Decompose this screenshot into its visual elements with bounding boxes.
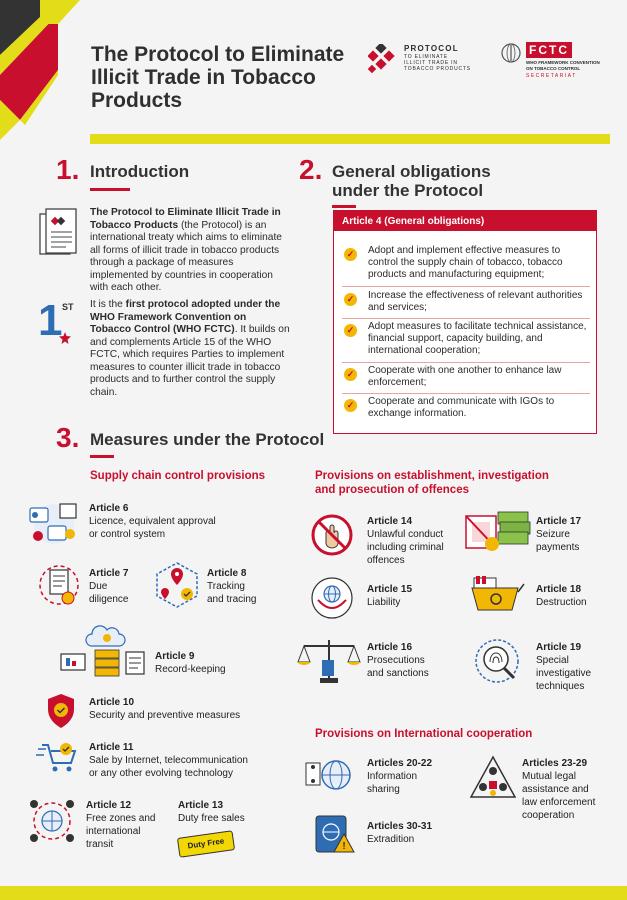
due-diligence-icon bbox=[36, 560, 82, 610]
article-9-title: Article 9 bbox=[155, 651, 195, 662]
articles-30-31-title: Articles 30-31 bbox=[367, 821, 433, 832]
star-icon bbox=[59, 332, 71, 344]
intro-p1-rest: (the Protocol) is an international treaty which aims to eliminate all forms of illicit trade in tobacco products through a package of measures implemented by countries in cooperation with each other. bbox=[90, 219, 282, 293]
fingerprint-icon bbox=[472, 636, 522, 686]
protocol-logo-word: PROTOCOL bbox=[404, 44, 459, 53]
footer-bar bbox=[0, 886, 627, 900]
protocol-logo-icon bbox=[368, 44, 398, 76]
articles-23-29-desc-1: Mutual legal bbox=[522, 771, 576, 782]
section-3-number: 3. bbox=[56, 422, 80, 453]
section-2-title-line1: General obligations bbox=[332, 162, 491, 181]
article-11-desc-2: or any other evolving technology bbox=[89, 768, 233, 779]
first-badge-suffix: ST bbox=[62, 302, 74, 312]
check-icon: ✓ bbox=[344, 293, 357, 306]
licence-icon bbox=[24, 500, 82, 546]
article-15-desc-1: Liability bbox=[367, 597, 401, 608]
article-16-desc-1: Prosecutions bbox=[367, 655, 425, 666]
protocol-logo bbox=[368, 44, 488, 84]
header-divider bbox=[90, 134, 610, 144]
articles-20-22-desc-1: Information bbox=[367, 771, 418, 782]
section-1-number: 1. bbox=[56, 154, 80, 185]
articles-20-22-desc-2: sharing bbox=[367, 784, 400, 795]
articles-23-29-desc-2: assistance and bbox=[522, 784, 589, 795]
articles-23-29-title: Articles 23-29 bbox=[522, 758, 588, 769]
document-icon bbox=[38, 208, 82, 264]
shopping-cart-icon bbox=[36, 741, 80, 775]
legal-assistance-icon bbox=[468, 755, 518, 801]
article-19-desc-1: Special bbox=[536, 655, 569, 666]
obligation-item-1: Adopt and implement effective measures to control the supply chain of tobacco, tobacco products and manufacturing equipment; bbox=[368, 245, 563, 281]
article-14-desc-3: offences bbox=[367, 555, 405, 566]
article-7-desc-1: Due bbox=[89, 581, 108, 592]
articles-20-22-title: Articles 20-22 bbox=[367, 758, 433, 769]
article-12-desc-3: transit bbox=[86, 839, 114, 850]
fctc-logo bbox=[500, 42, 610, 82]
shield-icon bbox=[44, 692, 78, 730]
article-4-header: Article 4 (General obligations) bbox=[334, 211, 596, 231]
divider bbox=[342, 362, 590, 363]
offences-header-line2: and prosecution of offences bbox=[315, 484, 469, 496]
article-4-box bbox=[333, 210, 597, 434]
article-18-desc-1: Destruction bbox=[536, 597, 587, 608]
article-19-desc-2: investigative bbox=[536, 668, 592, 679]
article-6-desc-1: Licence, equivalent approval bbox=[89, 516, 216, 527]
article-13-title: Article 13 bbox=[178, 800, 224, 811]
obligation-item-3: Adopt measures to facilitate technical assistance, financial support, capacity building, and international cooperation; bbox=[368, 321, 587, 357]
globe-hands-icon bbox=[310, 576, 354, 620]
article-15-title: Article 15 bbox=[367, 584, 413, 595]
article-14-desc-2: including criminal bbox=[367, 542, 444, 553]
destruction-icon bbox=[470, 572, 526, 616]
divider bbox=[342, 286, 590, 287]
intro-paragraph-1 bbox=[90, 207, 290, 295]
information-sharing-icon bbox=[302, 753, 358, 795]
international-cooperation-header: Provisions on International cooperation bbox=[315, 728, 533, 740]
corner-stripe bbox=[40, 0, 80, 24]
obligation-item-4: Cooperate with one another to enhance law enforcement; bbox=[368, 365, 562, 389]
intro-p2-rest: . It builds on and complements Article 15 of the WHO FCTC, which requires Parties to implement measures to counter illicit trade in tobacco products and to further control the supply chain. bbox=[90, 324, 290, 398]
divider bbox=[342, 318, 590, 319]
section-1-underline bbox=[90, 188, 130, 191]
fctc-word: FCTC bbox=[526, 42, 572, 58]
article-17-title: Article 17 bbox=[536, 516, 582, 527]
protocol-logo-line3: TOBACCO PRODUCTS bbox=[404, 66, 471, 72]
intro-paragraph-2 bbox=[90, 299, 290, 399]
section-3-underline bbox=[90, 455, 114, 458]
protocol-logo-line2: ILLICIT TRADE IN bbox=[404, 60, 458, 66]
record-keeping-icon bbox=[58, 618, 150, 680]
obligation-item-5: Cooperate and communicate with IGOs to exchange information. bbox=[368, 396, 555, 420]
article-10-title: Article 10 bbox=[89, 697, 135, 708]
protocol-logo-line1: TO ELIMINATE bbox=[404, 54, 448, 60]
article-17-desc-1: Seizure bbox=[536, 529, 570, 540]
first-badge-number: 1 bbox=[38, 296, 63, 345]
intro-p2-a: It is the bbox=[90, 299, 126, 310]
section-1-title: Introduction bbox=[90, 162, 190, 181]
check-icon: ✓ bbox=[344, 324, 357, 337]
divider bbox=[342, 393, 590, 394]
article-12-desc-1: Free zones and bbox=[86, 813, 156, 824]
first-protocol-badge bbox=[34, 298, 80, 348]
article-19-desc-3: techniques bbox=[536, 681, 585, 692]
article-16-title: Article 16 bbox=[367, 642, 413, 653]
article-7-desc-2: diligence bbox=[89, 594, 129, 605]
article-8-desc-1: Tracking bbox=[207, 581, 245, 592]
scales-of-justice-icon bbox=[296, 636, 362, 686]
articles-23-29-desc-4: cooperation bbox=[522, 810, 575, 821]
seizure-money-icon bbox=[462, 508, 534, 554]
article-8-title: Article 8 bbox=[207, 568, 247, 579]
article-12-title: Article 12 bbox=[86, 800, 132, 811]
article-7-title: Article 7 bbox=[89, 568, 129, 579]
article-17-desc-2: payments bbox=[536, 542, 580, 553]
section-2-title-line2: under the Protocol bbox=[332, 181, 484, 200]
prohibited-hand-icon bbox=[310, 513, 354, 557]
article-10-desc-1: Security and preventive measures bbox=[89, 710, 241, 721]
supply-chain-header: Supply chain control provisions bbox=[90, 470, 266, 482]
article-16-desc-2: and sanctions bbox=[367, 668, 429, 679]
article-14-desc-1: Unlawful conduct bbox=[367, 529, 444, 540]
article-11-desc-1: Sale by Internet, telecommunication bbox=[89, 755, 248, 766]
article-6-title: Article 6 bbox=[89, 503, 129, 514]
fctc-line1: WHO FRAMEWORK CONVENTION bbox=[526, 60, 600, 65]
free-zones-icon bbox=[26, 796, 78, 846]
who-emblem-icon bbox=[500, 42, 522, 64]
obligation-item-2: Increase the effectiveness of relevant authorities and services; bbox=[368, 290, 583, 314]
check-icon: ✓ bbox=[344, 399, 357, 412]
duty-free-tag-label: Duty Free bbox=[187, 836, 225, 851]
article-14-title: Article 14 bbox=[367, 516, 413, 527]
intro-p2-bold: first protocol adopted under the WHO Framework Convention on Tobacco Control (WHO FCTC) bbox=[90, 299, 281, 335]
article-18-title: Article 18 bbox=[536, 584, 582, 595]
articles-23-29-desc-3: law enforcement bbox=[522, 797, 596, 808]
section-2-underline bbox=[332, 205, 356, 208]
article-9-desc-1: Record-keeping bbox=[155, 664, 226, 675]
article-6-desc-2: or control system bbox=[89, 529, 166, 540]
intro-p1-bold: The Protocol to Eliminate Illicit Trade in Tobacco Products bbox=[90, 207, 281, 231]
article-19-title: Article 19 bbox=[536, 642, 582, 653]
articles-30-31-desc-1: Extradition bbox=[367, 834, 415, 845]
tracking-icon bbox=[151, 560, 203, 610]
article-13-desc-1: Duty free sales bbox=[178, 813, 245, 824]
page-title: The Protocol to Eliminate Illicit Trade in Tobacco Products bbox=[91, 43, 345, 112]
fctc-line2: ON TOBACCO CONTROL bbox=[526, 66, 581, 71]
article-8-desc-2: and tracing bbox=[207, 594, 257, 605]
svg-text:!: ! bbox=[342, 841, 346, 852]
check-icon: ✓ bbox=[344, 368, 357, 381]
check-icon: ✓ bbox=[344, 248, 357, 261]
section-2-number: 2. bbox=[299, 154, 323, 185]
article-12-desc-2: international bbox=[86, 826, 141, 837]
duty-free-tag-icon bbox=[177, 830, 235, 858]
section-3-title: Measures under the Protocol bbox=[90, 430, 325, 449]
passport-icon bbox=[310, 812, 356, 856]
fctc-line3: SECRETARIAT bbox=[526, 73, 577, 79]
offences-header-line1: Provisions on establishment, investigation bbox=[315, 470, 549, 482]
article-11-title: Article 11 bbox=[89, 742, 134, 753]
